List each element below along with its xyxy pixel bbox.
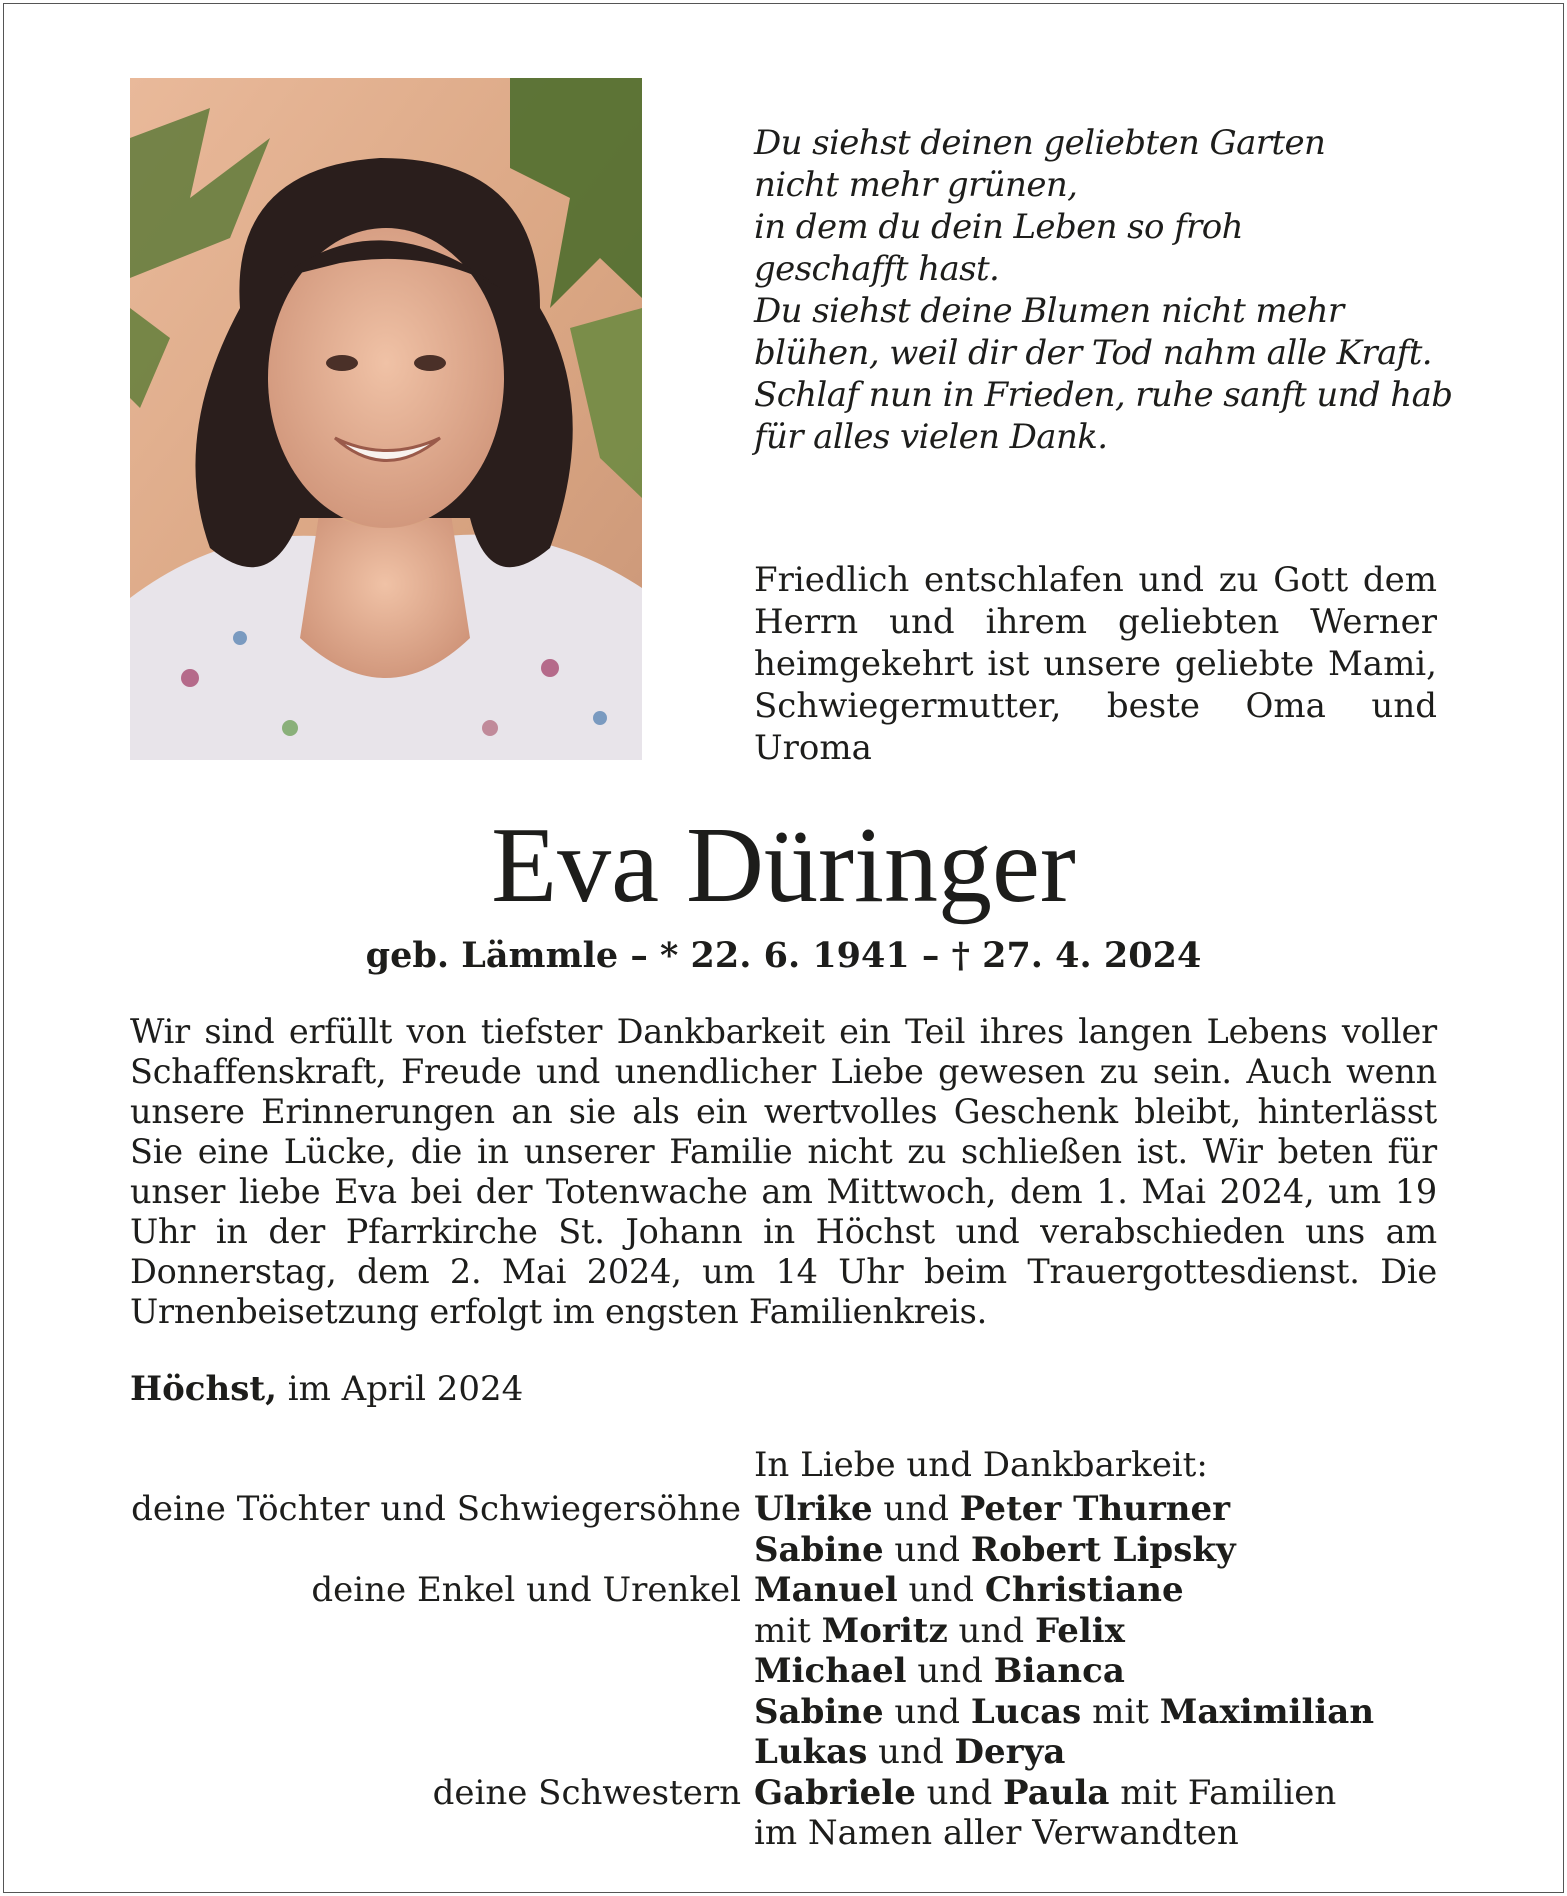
family-relation: deine Töchter und Schwiegersöhne: [131, 1489, 741, 1529]
place-date: [130, 1366, 523, 1412]
family-member-name: Bianca: [993, 1651, 1125, 1691]
family-relation: deine Schwestern: [432, 1772, 741, 1813]
family-names: [754, 1611, 1125, 1651]
family-member-name: Paula: [1003, 1772, 1110, 1813]
family-member-name: Ulrike: [754, 1489, 873, 1529]
family-member-name: Robert Lipsky: [970, 1529, 1236, 1570]
poem-line: für alles vielen Dank.: [754, 417, 1108, 457]
family-connector: mit: [1081, 1691, 1160, 1732]
family-names: [754, 1570, 1184, 1610]
family-member-name: Maximilian: [1159, 1691, 1375, 1732]
portrait-illustration: [130, 78, 642, 760]
family-connector: und: [872, 1489, 960, 1529]
poem-line: blühen, weil dir der Tod nahm alle Kraft.: [754, 333, 1433, 373]
family-row: [0, 1489, 1567, 1530]
family-names: [754, 1651, 1125, 1691]
family-connector: und: [947, 1610, 1035, 1651]
family-member-name: Lukas: [754, 1732, 868, 1772]
family-connector: und: [883, 1529, 971, 1570]
poem-line: Schlaf nun in Frieden, ruhe sanft und hab: [754, 375, 1453, 415]
deceased-name: Eva Düringer: [491, 806, 1076, 925]
family-names: [754, 1489, 1230, 1529]
poem-line: nicht mehr grünen,: [754, 165, 1078, 205]
family-connector: mit Familien: [1109, 1772, 1337, 1813]
main-text: Wir sind erfüllt von tiefster Dankbarkeit ein Teil ihres langen Lebens voller Schaffenskraft, Freude und unendlicher Liebe gewesen zu sein. Auch wenn unsere Erinnerungen an sie als ein wertvolles Geschenk bleibt, hinterlässt Sie eine Lücke, die in unserer Familie nicht zu schließen ist. Wir beten für unser liebe Eva bei der Totenwache am Mittwoch, dem 1. Mai 2024, um 19 Uhr in der Pfarrkirche St. Johann in Höchst und verabschieden uns am Donnerstag, dem 2. Mai 2024, um 14 Uhr beim Trauergottesdienst. Die Urnenbeisetzung erfolgt im engsten Familienkreis.: [130, 1012, 1437, 1331]
family-member-name: Sabine: [754, 1691, 884, 1732]
family-connector: im Namen aller Verwandten: [754, 1813, 1239, 1853]
family-member-name: Manuel: [754, 1570, 898, 1610]
family-member-name: Lucas: [970, 1691, 1082, 1732]
family-member-name: Christiane: [984, 1570, 1184, 1610]
place-town: Höchst,: [130, 1369, 277, 1409]
family-row: [0, 1732, 1567, 1773]
family-row: [0, 1692, 1567, 1733]
family-names: [754, 1732, 1065, 1772]
family-names: [754, 1813, 1239, 1853]
family-names: [754, 1530, 1236, 1570]
poem-line: Du siehst deine Blumen nicht mehr: [754, 291, 1344, 331]
family-names: [754, 1692, 1374, 1732]
family-names: [754, 1773, 1336, 1813]
family-connector: und: [915, 1772, 1004, 1813]
portrait-photo: [130, 78, 642, 760]
place-month: im April 2024: [287, 1369, 524, 1409]
poem-line: Du siehst deinen geliebten Garten: [754, 123, 1326, 163]
birth-death-dates: geb. Lämmle – * 22. 6. 1941 – † 27. 4. 2024: [365, 935, 1202, 976]
poem-line: in dem du dein Leben so froh: [754, 207, 1243, 247]
family-row: [0, 1773, 1567, 1814]
family-member-name: Derya: [954, 1732, 1066, 1772]
family-connector: und: [906, 1651, 994, 1691]
poem-line: geschafft hast.: [754, 249, 1000, 289]
family-row: [0, 1813, 1567, 1854]
family-row: [0, 1651, 1567, 1692]
family-row: [0, 1570, 1567, 1611]
family-member-name: Felix: [1034, 1610, 1125, 1651]
family-connector: mit: [754, 1610, 822, 1651]
family-connector: und: [867, 1732, 955, 1772]
family-connector: und: [897, 1570, 985, 1610]
poem: [754, 122, 1454, 458]
intro-text: Friedlich entschlafen und zu Gott dem Herrn und ihrem geliebten Werner heimgekehrt ist unsere geliebte Mami, Schwiegermutter, beste Oma und Uroma: [754, 560, 1437, 768]
family-member-name: Michael: [754, 1651, 907, 1691]
signature-heading: In Liebe und Dankbarkeit:: [754, 1445, 1208, 1485]
family-list: [0, 1489, 1567, 1854]
family-member-name: Gabriele: [754, 1772, 916, 1813]
family-row: [0, 1530, 1567, 1571]
family-connector: und: [883, 1691, 971, 1732]
family-row: [0, 1611, 1567, 1652]
family-member-name: Moritz: [821, 1610, 948, 1651]
family-relation: deine Enkel und Urenkel: [311, 1570, 741, 1610]
family-member-name: Peter Thurner: [959, 1489, 1231, 1529]
family-member-name: Sabine: [754, 1529, 884, 1570]
